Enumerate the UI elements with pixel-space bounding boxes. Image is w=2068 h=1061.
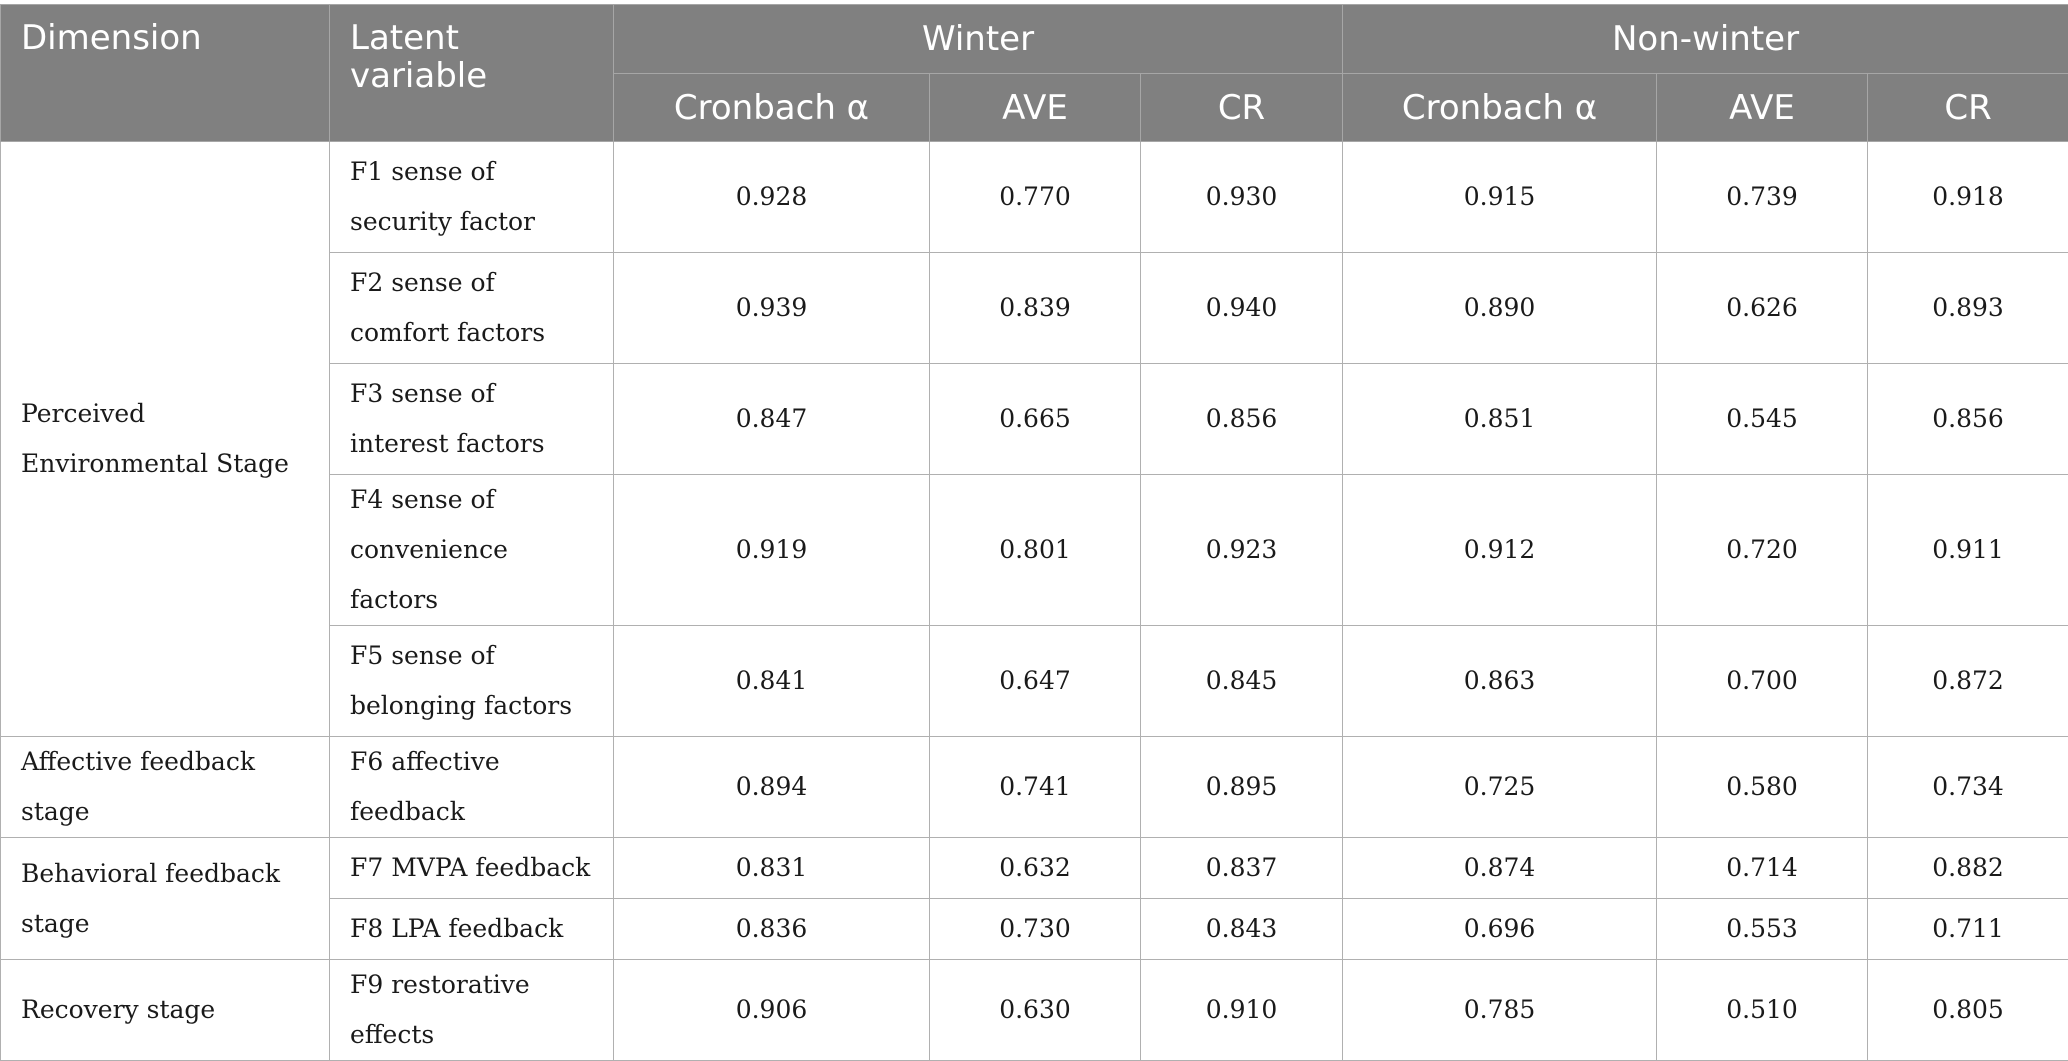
header-latent-variable: Latent variable xyxy=(330,5,614,142)
nonwinter-ave-cell: 0.545 xyxy=(1657,364,1868,475)
nonwinter-cr-cell: 0.856 xyxy=(1868,364,2068,475)
nonwinter-cronbach-cell: 0.863 xyxy=(1343,626,1657,737)
dimension-behavioral: Behavioral feedback stage xyxy=(1,838,330,960)
nonwinter-cronbach-cell: 0.785 xyxy=(1343,960,1657,1061)
nonwinter-cronbach-cell: 0.725 xyxy=(1343,737,1657,838)
table-header xyxy=(1,5,2068,142)
latent-variable-cell: F8 LPA feedback xyxy=(330,899,614,960)
table-row xyxy=(1,737,2068,838)
winter-ave-cell: 0.630 xyxy=(930,960,1141,1061)
nonwinter-cronbach-cell: 0.851 xyxy=(1343,364,1657,475)
nonwinter-cronbach-cell: 0.912 xyxy=(1343,475,1657,626)
table-row xyxy=(1,960,2068,1061)
nonwinter-cr-cell: 0.893 xyxy=(1868,253,2068,364)
header-nonwinter-ave: AVE xyxy=(1657,74,1868,142)
nonwinter-ave-cell: 0.580 xyxy=(1657,737,1868,838)
winter-ave-cell: 0.741 xyxy=(930,737,1141,838)
winter-ave-cell: 0.801 xyxy=(930,475,1141,626)
latent-variable-cell: F7 MVPA feedback xyxy=(330,838,614,899)
nonwinter-cr-cell: 0.734 xyxy=(1868,737,2068,838)
nonwinter-cr-cell: 0.918 xyxy=(1868,142,2068,253)
nonwinter-ave-cell: 0.553 xyxy=(1657,899,1868,960)
dimension-recovery: Recovery stage xyxy=(1,960,330,1061)
winter-cr-cell: 0.845 xyxy=(1141,626,1343,737)
header-dimension: Dimension xyxy=(1,5,330,142)
nonwinter-ave-cell: 0.700 xyxy=(1657,626,1868,737)
header-winter-ave: AVE xyxy=(930,74,1141,142)
latent-variable-cell: F5 sense of belonging factors xyxy=(330,626,614,737)
table-row xyxy=(1,142,2068,253)
dimension-perceived: Perceived Environmental Stage xyxy=(1,142,330,737)
latent-variable-cell: F1 sense of security factor xyxy=(330,142,614,253)
winter-cronbach-cell: 0.836 xyxy=(614,899,930,960)
nonwinter-ave-cell: 0.510 xyxy=(1657,960,1868,1061)
winter-ave-cell: 0.632 xyxy=(930,838,1141,899)
winter-cronbach-cell: 0.831 xyxy=(614,838,930,899)
latent-variable-cell: F9 restorative effects xyxy=(330,960,614,1061)
table-body xyxy=(1,142,2068,1061)
winter-cronbach-cell: 0.841 xyxy=(614,626,930,737)
header-nonwinter-cronbach: Cronbach α xyxy=(1343,74,1657,142)
header-group-winter: Winter xyxy=(614,5,1343,74)
nonwinter-cr-cell: 0.805 xyxy=(1868,960,2068,1061)
nonwinter-cronbach-cell: 0.874 xyxy=(1343,838,1657,899)
winter-cronbach-cell: 0.928 xyxy=(614,142,930,253)
header-winter-cr: CR xyxy=(1141,74,1343,142)
winter-cr-cell: 0.940 xyxy=(1141,253,1343,364)
header-nonwinter-cr: CR xyxy=(1868,74,2068,142)
header-group-nonwinter: Non-winter xyxy=(1343,5,2068,74)
latent-variable-cell: F6 affective feedback xyxy=(330,737,614,838)
winter-ave-cell: 0.839 xyxy=(930,253,1141,364)
winter-cronbach-cell: 0.894 xyxy=(614,737,930,838)
nonwinter-cr-cell: 0.911 xyxy=(1868,475,2068,626)
nonwinter-cronbach-cell: 0.890 xyxy=(1343,253,1657,364)
table-row xyxy=(1,838,2068,899)
nonwinter-cr-cell: 0.711 xyxy=(1868,899,2068,960)
nonwinter-ave-cell: 0.626 xyxy=(1657,253,1868,364)
latent-variable-cell: F4 sense of convenience factors xyxy=(330,475,614,626)
winter-ave-cell: 0.770 xyxy=(930,142,1141,253)
winter-cronbach-cell: 0.847 xyxy=(614,364,930,475)
dimension-affective: Affective feedback stage xyxy=(1,737,330,838)
nonwinter-ave-cell: 0.739 xyxy=(1657,142,1868,253)
winter-cr-cell: 0.930 xyxy=(1141,142,1343,253)
nonwinter-cr-cell: 0.882 xyxy=(1868,838,2068,899)
winter-ave-cell: 0.665 xyxy=(930,364,1141,475)
nonwinter-cronbach-cell: 0.915 xyxy=(1343,142,1657,253)
nonwinter-ave-cell: 0.720 xyxy=(1657,475,1868,626)
winter-cr-cell: 0.843 xyxy=(1141,899,1343,960)
winter-ave-cell: 0.730 xyxy=(930,899,1141,960)
reliability-table xyxy=(0,4,2068,1061)
winter-cr-cell: 0.856 xyxy=(1141,364,1343,475)
winter-ave-cell: 0.647 xyxy=(930,626,1141,737)
winter-cronbach-cell: 0.919 xyxy=(614,475,930,626)
winter-cr-cell: 0.837 xyxy=(1141,838,1343,899)
nonwinter-cr-cell: 0.872 xyxy=(1868,626,2068,737)
winter-cronbach-cell: 0.906 xyxy=(614,960,930,1061)
winter-cr-cell: 0.910 xyxy=(1141,960,1343,1061)
nonwinter-cronbach-cell: 0.696 xyxy=(1343,899,1657,960)
latent-variable-cell: F3 sense of interest factors xyxy=(330,364,614,475)
latent-variable-cell: F2 sense of comfort factors xyxy=(330,253,614,364)
winter-cr-cell: 0.895 xyxy=(1141,737,1343,838)
header-winter-cronbach: Cronbach α xyxy=(614,74,930,142)
winter-cronbach-cell: 0.939 xyxy=(614,253,930,364)
winter-cr-cell: 0.923 xyxy=(1141,475,1343,626)
nonwinter-ave-cell: 0.714 xyxy=(1657,838,1868,899)
